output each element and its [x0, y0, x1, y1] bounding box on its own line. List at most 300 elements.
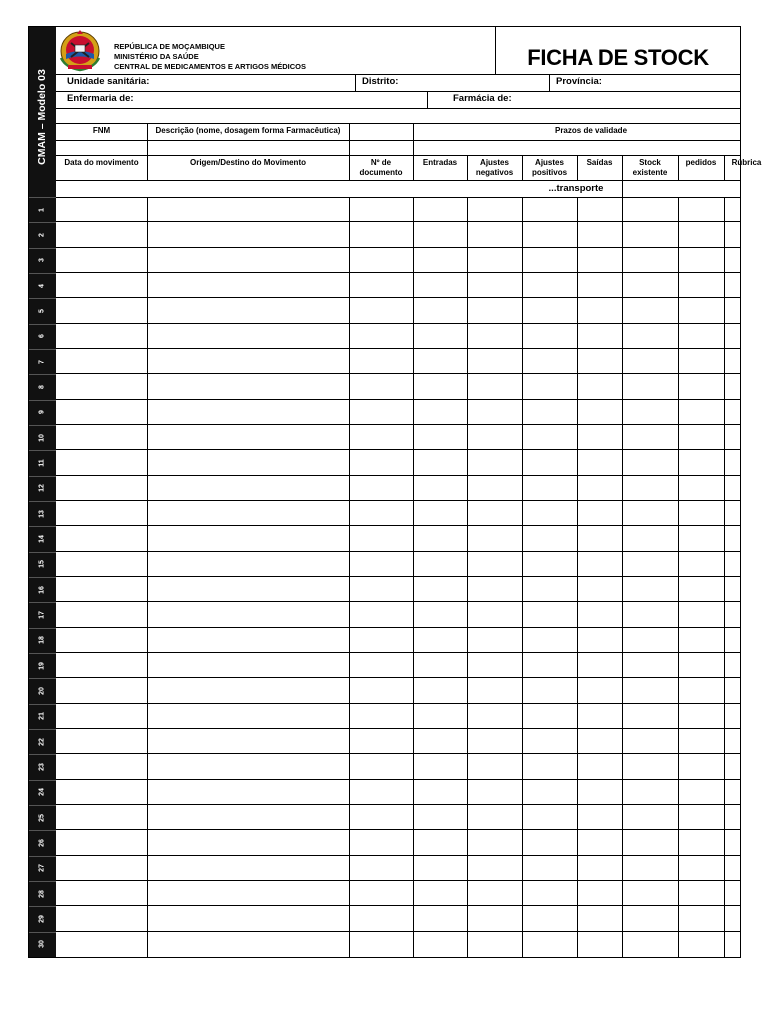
- table-cell-documento[interactable]: [349, 780, 413, 804]
- table-cell-origem[interactable]: [147, 501, 349, 525]
- table-cell-saidas[interactable]: [577, 881, 622, 905]
- table-cell-data[interactable]: [56, 552, 147, 576]
- table-cell-documento[interactable]: [349, 856, 413, 880]
- table-cell-documento[interactable]: [349, 628, 413, 652]
- table-cell-saidas[interactable]: [577, 628, 622, 652]
- table-cell-rubrica[interactable]: [724, 602, 768, 626]
- table-cell-origem[interactable]: [147, 425, 349, 449]
- table-cell-aj_neg[interactable]: [467, 780, 522, 804]
- table-cell-pedidos[interactable]: [678, 906, 724, 930]
- table-cell-pedidos[interactable]: [678, 932, 724, 957]
- table-cell-origem[interactable]: [147, 830, 349, 854]
- table-cell-pedidos[interactable]: [678, 349, 724, 373]
- table-cell-aj_pos[interactable]: [522, 881, 577, 905]
- table-cell-saidas[interactable]: [577, 450, 622, 474]
- table-cell-aj_neg[interactable]: [467, 273, 522, 297]
- table-cell-documento[interactable]: [349, 577, 413, 601]
- table-cell-pedidos[interactable]: [678, 248, 724, 272]
- table-cell-data[interactable]: [56, 501, 147, 525]
- table-cell-documento[interactable]: [349, 678, 413, 702]
- table-cell-entradas[interactable]: [413, 552, 467, 576]
- table-cell-rubrica[interactable]: [724, 856, 768, 880]
- table-cell-entradas[interactable]: [413, 805, 467, 829]
- table-cell-origem[interactable]: [147, 653, 349, 677]
- table-cell-stock[interactable]: [622, 729, 678, 753]
- table-cell-data[interactable]: [56, 526, 147, 550]
- table-cell-saidas[interactable]: [577, 754, 622, 778]
- table-cell-origem[interactable]: [147, 222, 349, 246]
- table-cell-origem[interactable]: [147, 526, 349, 550]
- table-cell-aj_neg[interactable]: [467, 577, 522, 601]
- table-cell-origem[interactable]: [147, 906, 349, 930]
- table-cell-stock[interactable]: [622, 324, 678, 348]
- table-cell-data[interactable]: [56, 400, 147, 424]
- table-cell-rubrica[interactable]: [724, 450, 768, 474]
- table-cell-pedidos[interactable]: [678, 729, 724, 753]
- table-cell-entradas[interactable]: [413, 577, 467, 601]
- table-cell-rubrica[interactable]: [724, 906, 768, 930]
- table-cell-documento[interactable]: [349, 273, 413, 297]
- table-cell-aj_pos[interactable]: [522, 653, 577, 677]
- table-cell-aj_pos[interactable]: [522, 273, 577, 297]
- table-cell-rubrica[interactable]: [724, 805, 768, 829]
- table-cell-documento[interactable]: [349, 248, 413, 272]
- table-cell-saidas[interactable]: [577, 197, 622, 221]
- table-cell-aj_pos[interactable]: [522, 298, 577, 322]
- table-cell-stock[interactable]: [622, 349, 678, 373]
- table-cell-entradas[interactable]: [413, 273, 467, 297]
- table-cell-entradas[interactable]: [413, 450, 467, 474]
- table-cell-data[interactable]: [56, 349, 147, 373]
- table-cell-origem[interactable]: [147, 248, 349, 272]
- table-cell-data[interactable]: [56, 805, 147, 829]
- table-cell-aj_neg[interactable]: [467, 197, 522, 221]
- table-cell-rubrica[interactable]: [724, 222, 768, 246]
- table-cell-rubrica[interactable]: [724, 754, 768, 778]
- table-cell-aj_pos[interactable]: [522, 222, 577, 246]
- table-cell-origem[interactable]: [147, 805, 349, 829]
- table-cell-aj_neg[interactable]: [467, 830, 522, 854]
- table-cell-saidas[interactable]: [577, 805, 622, 829]
- table-cell-saidas[interactable]: [577, 425, 622, 449]
- table-cell-aj_pos[interactable]: [522, 577, 577, 601]
- table-cell-aj_pos[interactable]: [522, 349, 577, 373]
- table-cell-pedidos[interactable]: [678, 222, 724, 246]
- table-cell-entradas[interactable]: [413, 729, 467, 753]
- table-cell-stock[interactable]: [622, 881, 678, 905]
- table-cell-aj_pos[interactable]: [522, 754, 577, 778]
- table-cell-aj_pos[interactable]: [522, 906, 577, 930]
- table-cell-rubrica[interactable]: [724, 932, 768, 957]
- table-cell-aj_pos[interactable]: [522, 501, 577, 525]
- table-cell-origem[interactable]: [147, 754, 349, 778]
- table-cell-documento[interactable]: [349, 729, 413, 753]
- table-cell-stock[interactable]: [622, 856, 678, 880]
- table-cell-documento[interactable]: [349, 754, 413, 778]
- table-cell-stock[interactable]: [622, 248, 678, 272]
- table-cell-data[interactable]: [56, 678, 147, 702]
- table-cell-stock[interactable]: [622, 374, 678, 398]
- table-cell-rubrica[interactable]: [724, 552, 768, 576]
- table-cell-saidas[interactable]: [577, 298, 622, 322]
- table-cell-entradas[interactable]: [413, 400, 467, 424]
- table-cell-aj_pos[interactable]: [522, 552, 577, 576]
- table-cell-stock[interactable]: [622, 678, 678, 702]
- table-cell-saidas[interactable]: [577, 704, 622, 728]
- table-cell-origem[interactable]: [147, 932, 349, 957]
- table-cell-pedidos[interactable]: [678, 197, 724, 221]
- table-cell-documento[interactable]: [349, 197, 413, 221]
- table-cell-origem[interactable]: [147, 856, 349, 880]
- table-cell-documento[interactable]: [349, 349, 413, 373]
- table-cell-stock[interactable]: [622, 932, 678, 957]
- table-cell-origem[interactable]: [147, 450, 349, 474]
- table-cell-aj_pos[interactable]: [522, 780, 577, 804]
- table-cell-origem[interactable]: [147, 678, 349, 702]
- table-cell-stock[interactable]: [622, 754, 678, 778]
- table-cell-documento[interactable]: [349, 704, 413, 728]
- table-cell-origem[interactable]: [147, 780, 349, 804]
- table-cell-origem[interactable]: [147, 704, 349, 728]
- table-cell-entradas[interactable]: [413, 780, 467, 804]
- table-cell-rubrica[interactable]: [724, 248, 768, 272]
- table-cell-saidas[interactable]: [577, 602, 622, 626]
- table-cell-aj_neg[interactable]: [467, 754, 522, 778]
- table-cell-stock[interactable]: [622, 501, 678, 525]
- table-cell-aj_pos[interactable]: [522, 526, 577, 550]
- table-cell-stock[interactable]: [622, 906, 678, 930]
- table-cell-documento[interactable]: [349, 450, 413, 474]
- table-cell-stock[interactable]: [622, 273, 678, 297]
- table-cell-aj_neg[interactable]: [467, 653, 522, 677]
- table-cell-pedidos[interactable]: [678, 881, 724, 905]
- table-cell-pedidos[interactable]: [678, 501, 724, 525]
- table-cell-aj_pos[interactable]: [522, 830, 577, 854]
- table-cell-data[interactable]: [56, 248, 147, 272]
- table-cell-stock[interactable]: [622, 222, 678, 246]
- table-cell-aj_pos[interactable]: [522, 678, 577, 702]
- table-cell-aj_neg[interactable]: [467, 374, 522, 398]
- table-cell-rubrica[interactable]: [724, 476, 768, 500]
- table-cell-saidas[interactable]: [577, 552, 622, 576]
- table-cell-saidas[interactable]: [577, 222, 622, 246]
- table-cell-rubrica[interactable]: [724, 881, 768, 905]
- table-cell-pedidos[interactable]: [678, 653, 724, 677]
- table-cell-data[interactable]: [56, 374, 147, 398]
- table-cell-saidas[interactable]: [577, 248, 622, 272]
- table-cell-aj_pos[interactable]: [522, 450, 577, 474]
- table-cell-saidas[interactable]: [577, 349, 622, 373]
- table-cell-aj_pos[interactable]: [522, 628, 577, 652]
- table-cell-entradas[interactable]: [413, 856, 467, 880]
- table-cell-data[interactable]: [56, 856, 147, 880]
- table-cell-aj_neg[interactable]: [467, 400, 522, 424]
- table-cell-rubrica[interactable]: [724, 830, 768, 854]
- table-cell-pedidos[interactable]: [678, 298, 724, 322]
- table-cell-data[interactable]: [56, 780, 147, 804]
- table-cell-origem[interactable]: [147, 577, 349, 601]
- table-cell-pedidos[interactable]: [678, 830, 724, 854]
- table-cell-pedidos[interactable]: [678, 374, 724, 398]
- table-cell-entradas[interactable]: [413, 653, 467, 677]
- table-cell-data[interactable]: [56, 450, 147, 474]
- table-cell-pedidos[interactable]: [678, 678, 724, 702]
- table-cell-pedidos[interactable]: [678, 273, 724, 297]
- table-cell-aj_neg[interactable]: [467, 881, 522, 905]
- table-cell-stock[interactable]: [622, 653, 678, 677]
- table-cell-pedidos[interactable]: [678, 704, 724, 728]
- table-cell-rubrica[interactable]: [724, 729, 768, 753]
- table-cell-saidas[interactable]: [577, 678, 622, 702]
- table-cell-saidas[interactable]: [577, 932, 622, 957]
- table-cell-aj_neg[interactable]: [467, 932, 522, 957]
- table-cell-aj_pos[interactable]: [522, 476, 577, 500]
- table-cell-pedidos[interactable]: [678, 577, 724, 601]
- table-cell-documento[interactable]: [349, 602, 413, 626]
- table-cell-aj_neg[interactable]: [467, 805, 522, 829]
- table-cell-entradas[interactable]: [413, 197, 467, 221]
- table-cell-aj_neg[interactable]: [467, 324, 522, 348]
- table-cell-entradas[interactable]: [413, 602, 467, 626]
- table-cell-saidas[interactable]: [577, 324, 622, 348]
- table-cell-rubrica[interactable]: [724, 577, 768, 601]
- table-cell-stock[interactable]: [622, 780, 678, 804]
- table-cell-documento[interactable]: [349, 476, 413, 500]
- table-cell-entradas[interactable]: [413, 678, 467, 702]
- table-cell-aj_neg[interactable]: [467, 248, 522, 272]
- table-cell-stock[interactable]: [622, 805, 678, 829]
- table-cell-rubrica[interactable]: [724, 374, 768, 398]
- table-cell-rubrica[interactable]: [724, 653, 768, 677]
- table-cell-data[interactable]: [56, 729, 147, 753]
- table-cell-aj_pos[interactable]: [522, 248, 577, 272]
- table-cell-aj_neg[interactable]: [467, 349, 522, 373]
- table-cell-rubrica[interactable]: [724, 197, 768, 221]
- table-cell-pedidos[interactable]: [678, 602, 724, 626]
- table-cell-origem[interactable]: [147, 602, 349, 626]
- table-cell-stock[interactable]: [622, 628, 678, 652]
- table-cell-data[interactable]: [56, 932, 147, 957]
- table-cell-documento[interactable]: [349, 526, 413, 550]
- table-cell-pedidos[interactable]: [678, 552, 724, 576]
- table-cell-aj_neg[interactable]: [467, 450, 522, 474]
- table-cell-data[interactable]: [56, 653, 147, 677]
- table-cell-saidas[interactable]: [577, 476, 622, 500]
- table-cell-aj_pos[interactable]: [522, 324, 577, 348]
- table-cell-pedidos[interactable]: [678, 400, 724, 424]
- table-cell-documento[interactable]: [349, 881, 413, 905]
- table-cell-entradas[interactable]: [413, 830, 467, 854]
- table-cell-rubrica[interactable]: [724, 526, 768, 550]
- table-cell-origem[interactable]: [147, 729, 349, 753]
- table-cell-documento[interactable]: [349, 324, 413, 348]
- table-cell-data[interactable]: [56, 425, 147, 449]
- table-cell-data[interactable]: [56, 476, 147, 500]
- table-cell-data[interactable]: [56, 273, 147, 297]
- table-cell-saidas[interactable]: [577, 729, 622, 753]
- table-cell-rubrica[interactable]: [724, 628, 768, 652]
- table-cell-aj_neg[interactable]: [467, 906, 522, 930]
- table-cell-documento[interactable]: [349, 222, 413, 246]
- table-cell-aj_pos[interactable]: [522, 805, 577, 829]
- table-cell-data[interactable]: [56, 754, 147, 778]
- table-cell-pedidos[interactable]: [678, 805, 724, 829]
- table-cell-stock[interactable]: [622, 602, 678, 626]
- table-cell-entradas[interactable]: [413, 932, 467, 957]
- table-cell-stock[interactable]: [622, 704, 678, 728]
- table-cell-entradas[interactable]: [413, 476, 467, 500]
- table-cell-saidas[interactable]: [577, 577, 622, 601]
- table-cell-rubrica[interactable]: [724, 324, 768, 348]
- table-cell-entradas[interactable]: [413, 374, 467, 398]
- table-cell-data[interactable]: [56, 222, 147, 246]
- table-cell-origem[interactable]: [147, 197, 349, 221]
- table-cell-aj_pos[interactable]: [522, 425, 577, 449]
- table-cell-saidas[interactable]: [577, 501, 622, 525]
- table-cell-stock[interactable]: [622, 298, 678, 322]
- table-cell-aj_pos[interactable]: [522, 932, 577, 957]
- table-cell-stock[interactable]: [622, 425, 678, 449]
- table-cell-aj_pos[interactable]: [522, 374, 577, 398]
- table-cell-origem[interactable]: [147, 374, 349, 398]
- table-cell-entradas[interactable]: [413, 222, 467, 246]
- table-cell-stock[interactable]: [622, 552, 678, 576]
- table-cell-rubrica[interactable]: [724, 780, 768, 804]
- table-cell-data[interactable]: [56, 324, 147, 348]
- table-cell-entradas[interactable]: [413, 704, 467, 728]
- table-cell-data[interactable]: [56, 298, 147, 322]
- table-cell-data[interactable]: [56, 881, 147, 905]
- table-cell-aj_neg[interactable]: [467, 298, 522, 322]
- table-cell-rubrica[interactable]: [724, 349, 768, 373]
- table-cell-saidas[interactable]: [577, 830, 622, 854]
- table-cell-entradas[interactable]: [413, 754, 467, 778]
- table-cell-stock[interactable]: [622, 577, 678, 601]
- table-cell-stock[interactable]: [622, 400, 678, 424]
- table-cell-rubrica[interactable]: [724, 501, 768, 525]
- table-cell-entradas[interactable]: [413, 628, 467, 652]
- table-cell-data[interactable]: [56, 577, 147, 601]
- table-cell-aj_neg[interactable]: [467, 856, 522, 880]
- table-cell-saidas[interactable]: [577, 400, 622, 424]
- table-cell-pedidos[interactable]: [678, 476, 724, 500]
- table-cell-aj_neg[interactable]: [467, 552, 522, 576]
- table-cell-saidas[interactable]: [577, 906, 622, 930]
- table-cell-stock[interactable]: [622, 526, 678, 550]
- table-cell-origem[interactable]: [147, 324, 349, 348]
- table-cell-origem[interactable]: [147, 628, 349, 652]
- table-cell-pedidos[interactable]: [678, 425, 724, 449]
- table-cell-aj_pos[interactable]: [522, 400, 577, 424]
- table-cell-aj_neg[interactable]: [467, 704, 522, 728]
- table-cell-data[interactable]: [56, 628, 147, 652]
- table-cell-saidas[interactable]: [577, 856, 622, 880]
- table-cell-rubrica[interactable]: [724, 678, 768, 702]
- table-cell-documento[interactable]: [349, 400, 413, 424]
- table-cell-aj_pos[interactable]: [522, 729, 577, 753]
- table-cell-aj_neg[interactable]: [467, 678, 522, 702]
- table-cell-aj_neg[interactable]: [467, 425, 522, 449]
- table-cell-rubrica[interactable]: [724, 400, 768, 424]
- table-cell-aj_pos[interactable]: [522, 856, 577, 880]
- table-cell-pedidos[interactable]: [678, 324, 724, 348]
- table-cell-entradas[interactable]: [413, 248, 467, 272]
- table-cell-documento[interactable]: [349, 830, 413, 854]
- table-cell-aj_neg[interactable]: [467, 526, 522, 550]
- table-cell-rubrica[interactable]: [724, 298, 768, 322]
- table-cell-pedidos[interactable]: [678, 526, 724, 550]
- table-cell-saidas[interactable]: [577, 374, 622, 398]
- table-cell-documento[interactable]: [349, 298, 413, 322]
- table-cell-rubrica[interactable]: [724, 273, 768, 297]
- table-cell-entradas[interactable]: [413, 881, 467, 905]
- table-cell-entradas[interactable]: [413, 906, 467, 930]
- table-cell-data[interactable]: [56, 704, 147, 728]
- table-cell-pedidos[interactable]: [678, 628, 724, 652]
- table-cell-entradas[interactable]: [413, 425, 467, 449]
- table-cell-entradas[interactable]: [413, 324, 467, 348]
- table-cell-aj_neg[interactable]: [467, 476, 522, 500]
- table-cell-stock[interactable]: [622, 830, 678, 854]
- table-cell-documento[interactable]: [349, 932, 413, 957]
- table-cell-aj_neg[interactable]: [467, 628, 522, 652]
- table-cell-pedidos[interactable]: [678, 754, 724, 778]
- table-cell-documento[interactable]: [349, 425, 413, 449]
- table-cell-stock[interactable]: [622, 450, 678, 474]
- table-cell-aj_neg[interactable]: [467, 729, 522, 753]
- table-cell-saidas[interactable]: [577, 526, 622, 550]
- table-cell-data[interactable]: [56, 197, 147, 221]
- table-cell-data[interactable]: [56, 830, 147, 854]
- table-cell-entradas[interactable]: [413, 526, 467, 550]
- table-cell-data[interactable]: [56, 602, 147, 626]
- table-cell-documento[interactable]: [349, 374, 413, 398]
- table-cell-documento[interactable]: [349, 552, 413, 576]
- table-cell-pedidos[interactable]: [678, 856, 724, 880]
- table-cell-pedidos[interactable]: [678, 450, 724, 474]
- table-cell-origem[interactable]: [147, 476, 349, 500]
- table-cell-entradas[interactable]: [413, 349, 467, 373]
- table-cell-aj_neg[interactable]: [467, 602, 522, 626]
- table-cell-rubrica[interactable]: [724, 704, 768, 728]
- table-cell-data[interactable]: [56, 906, 147, 930]
- table-cell-aj_pos[interactable]: [522, 602, 577, 626]
- table-cell-saidas[interactable]: [577, 780, 622, 804]
- table-cell-origem[interactable]: [147, 400, 349, 424]
- table-cell-aj_neg[interactable]: [467, 501, 522, 525]
- table-cell-origem[interactable]: [147, 881, 349, 905]
- table-cell-origem[interactable]: [147, 552, 349, 576]
- table-cell-pedidos[interactable]: [678, 780, 724, 804]
- table-cell-aj_neg[interactable]: [467, 222, 522, 246]
- table-cell-aj_pos[interactable]: [522, 197, 577, 221]
- table-cell-stock[interactable]: [622, 476, 678, 500]
- table-cell-documento[interactable]: [349, 501, 413, 525]
- table-cell-origem[interactable]: [147, 298, 349, 322]
- table-cell-entradas[interactable]: [413, 501, 467, 525]
- table-cell-documento[interactable]: [349, 906, 413, 930]
- table-cell-documento[interactable]: [349, 653, 413, 677]
- table-cell-saidas[interactable]: [577, 273, 622, 297]
- table-cell-aj_pos[interactable]: [522, 704, 577, 728]
- table-cell-origem[interactable]: [147, 349, 349, 373]
- table-cell-origem[interactable]: [147, 273, 349, 297]
- table-cell-rubrica[interactable]: [724, 425, 768, 449]
- table-cell-entradas[interactable]: [413, 298, 467, 322]
- table-cell-documento[interactable]: [349, 805, 413, 829]
- table-cell-stock[interactable]: [622, 197, 678, 221]
- table-cell-saidas[interactable]: [577, 653, 622, 677]
